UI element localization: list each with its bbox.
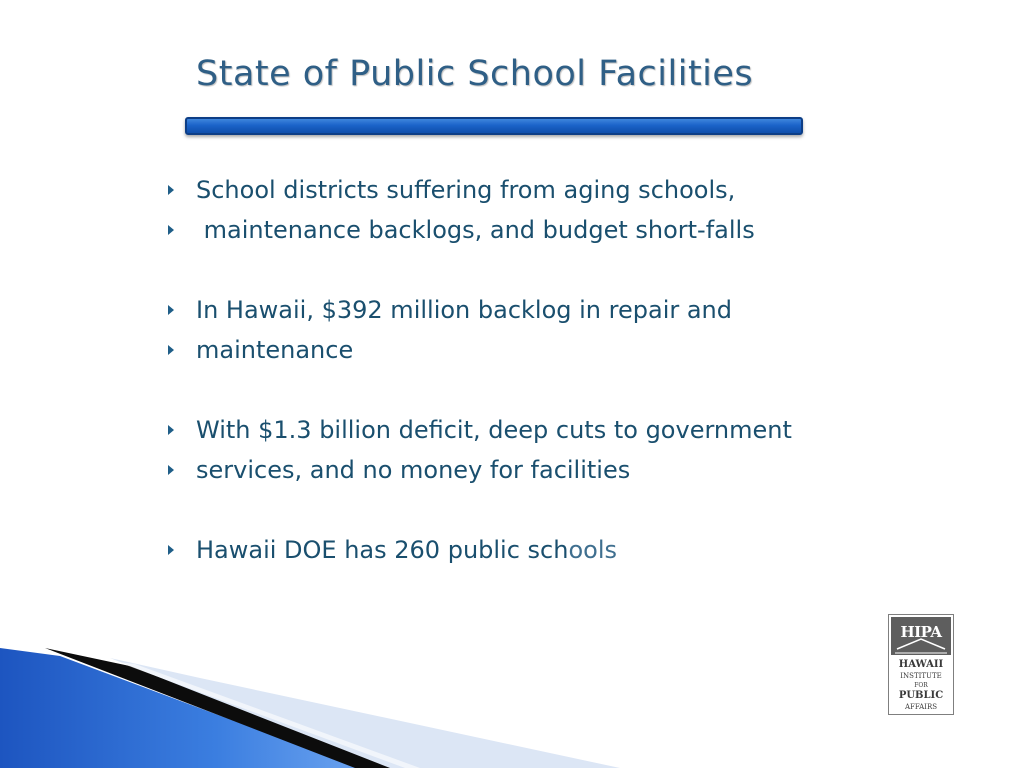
logo-line-hawaii: HAWAII: [898, 659, 944, 670]
bullet-item: [168, 174, 735, 206]
bullet-arrow-icon: [168, 545, 174, 555]
title-underline-bar: [185, 117, 803, 135]
logo-line-institute: INSTITUTE: [900, 672, 942, 680]
bullet-arrow-icon: [168, 345, 174, 355]
slide-title: State of Public School Facilities: [196, 54, 754, 94]
bullet-text: With $1.3 billion deficit, deep cuts to government: [196, 416, 792, 444]
bullet-text: maintenance: [196, 336, 354, 364]
logo-line-affairs: AFFAIRS: [904, 703, 938, 711]
bullet-item: [168, 334, 353, 366]
bullet-text-main: Hawaii DOE has 260 public sch: [196, 536, 569, 564]
logo-emblem: [891, 617, 951, 655]
bullet-item: [168, 214, 755, 246]
bullet-arrow-icon: [168, 185, 174, 195]
bullet-text: [196, 536, 617, 564]
bullet-item: [168, 294, 732, 326]
bullet-item: [168, 414, 792, 446]
bullet-item: [168, 534, 617, 566]
bullet-text: In Hawaii, $392 million backlog in repair and: [196, 296, 733, 324]
bullet-text-tail: ools: [568, 536, 618, 564]
bullet-arrow-icon: [168, 465, 174, 475]
bullet-arrow-icon: [168, 225, 174, 235]
bullet-text: maintenance backlogs, and budget short-falls: [196, 216, 755, 244]
bullet-text: School districts suffering from aging schools,: [196, 176, 736, 204]
logo-wordmark: HIPA: [900, 623, 942, 641]
bullet-arrow-icon: [168, 425, 174, 435]
bullet-arrow-icon: [168, 305, 174, 315]
corner-wave-decoration: [0, 628, 620, 768]
logo-roof-icon: [891, 617, 951, 655]
logo-line-for: FOR: [914, 682, 928, 689]
bullet-text: services, and no money for facilities: [196, 456, 631, 484]
bullet-item: [168, 454, 630, 486]
hipa-logo: [888, 614, 954, 715]
logo-line-public: PUBLIC: [898, 690, 944, 701]
